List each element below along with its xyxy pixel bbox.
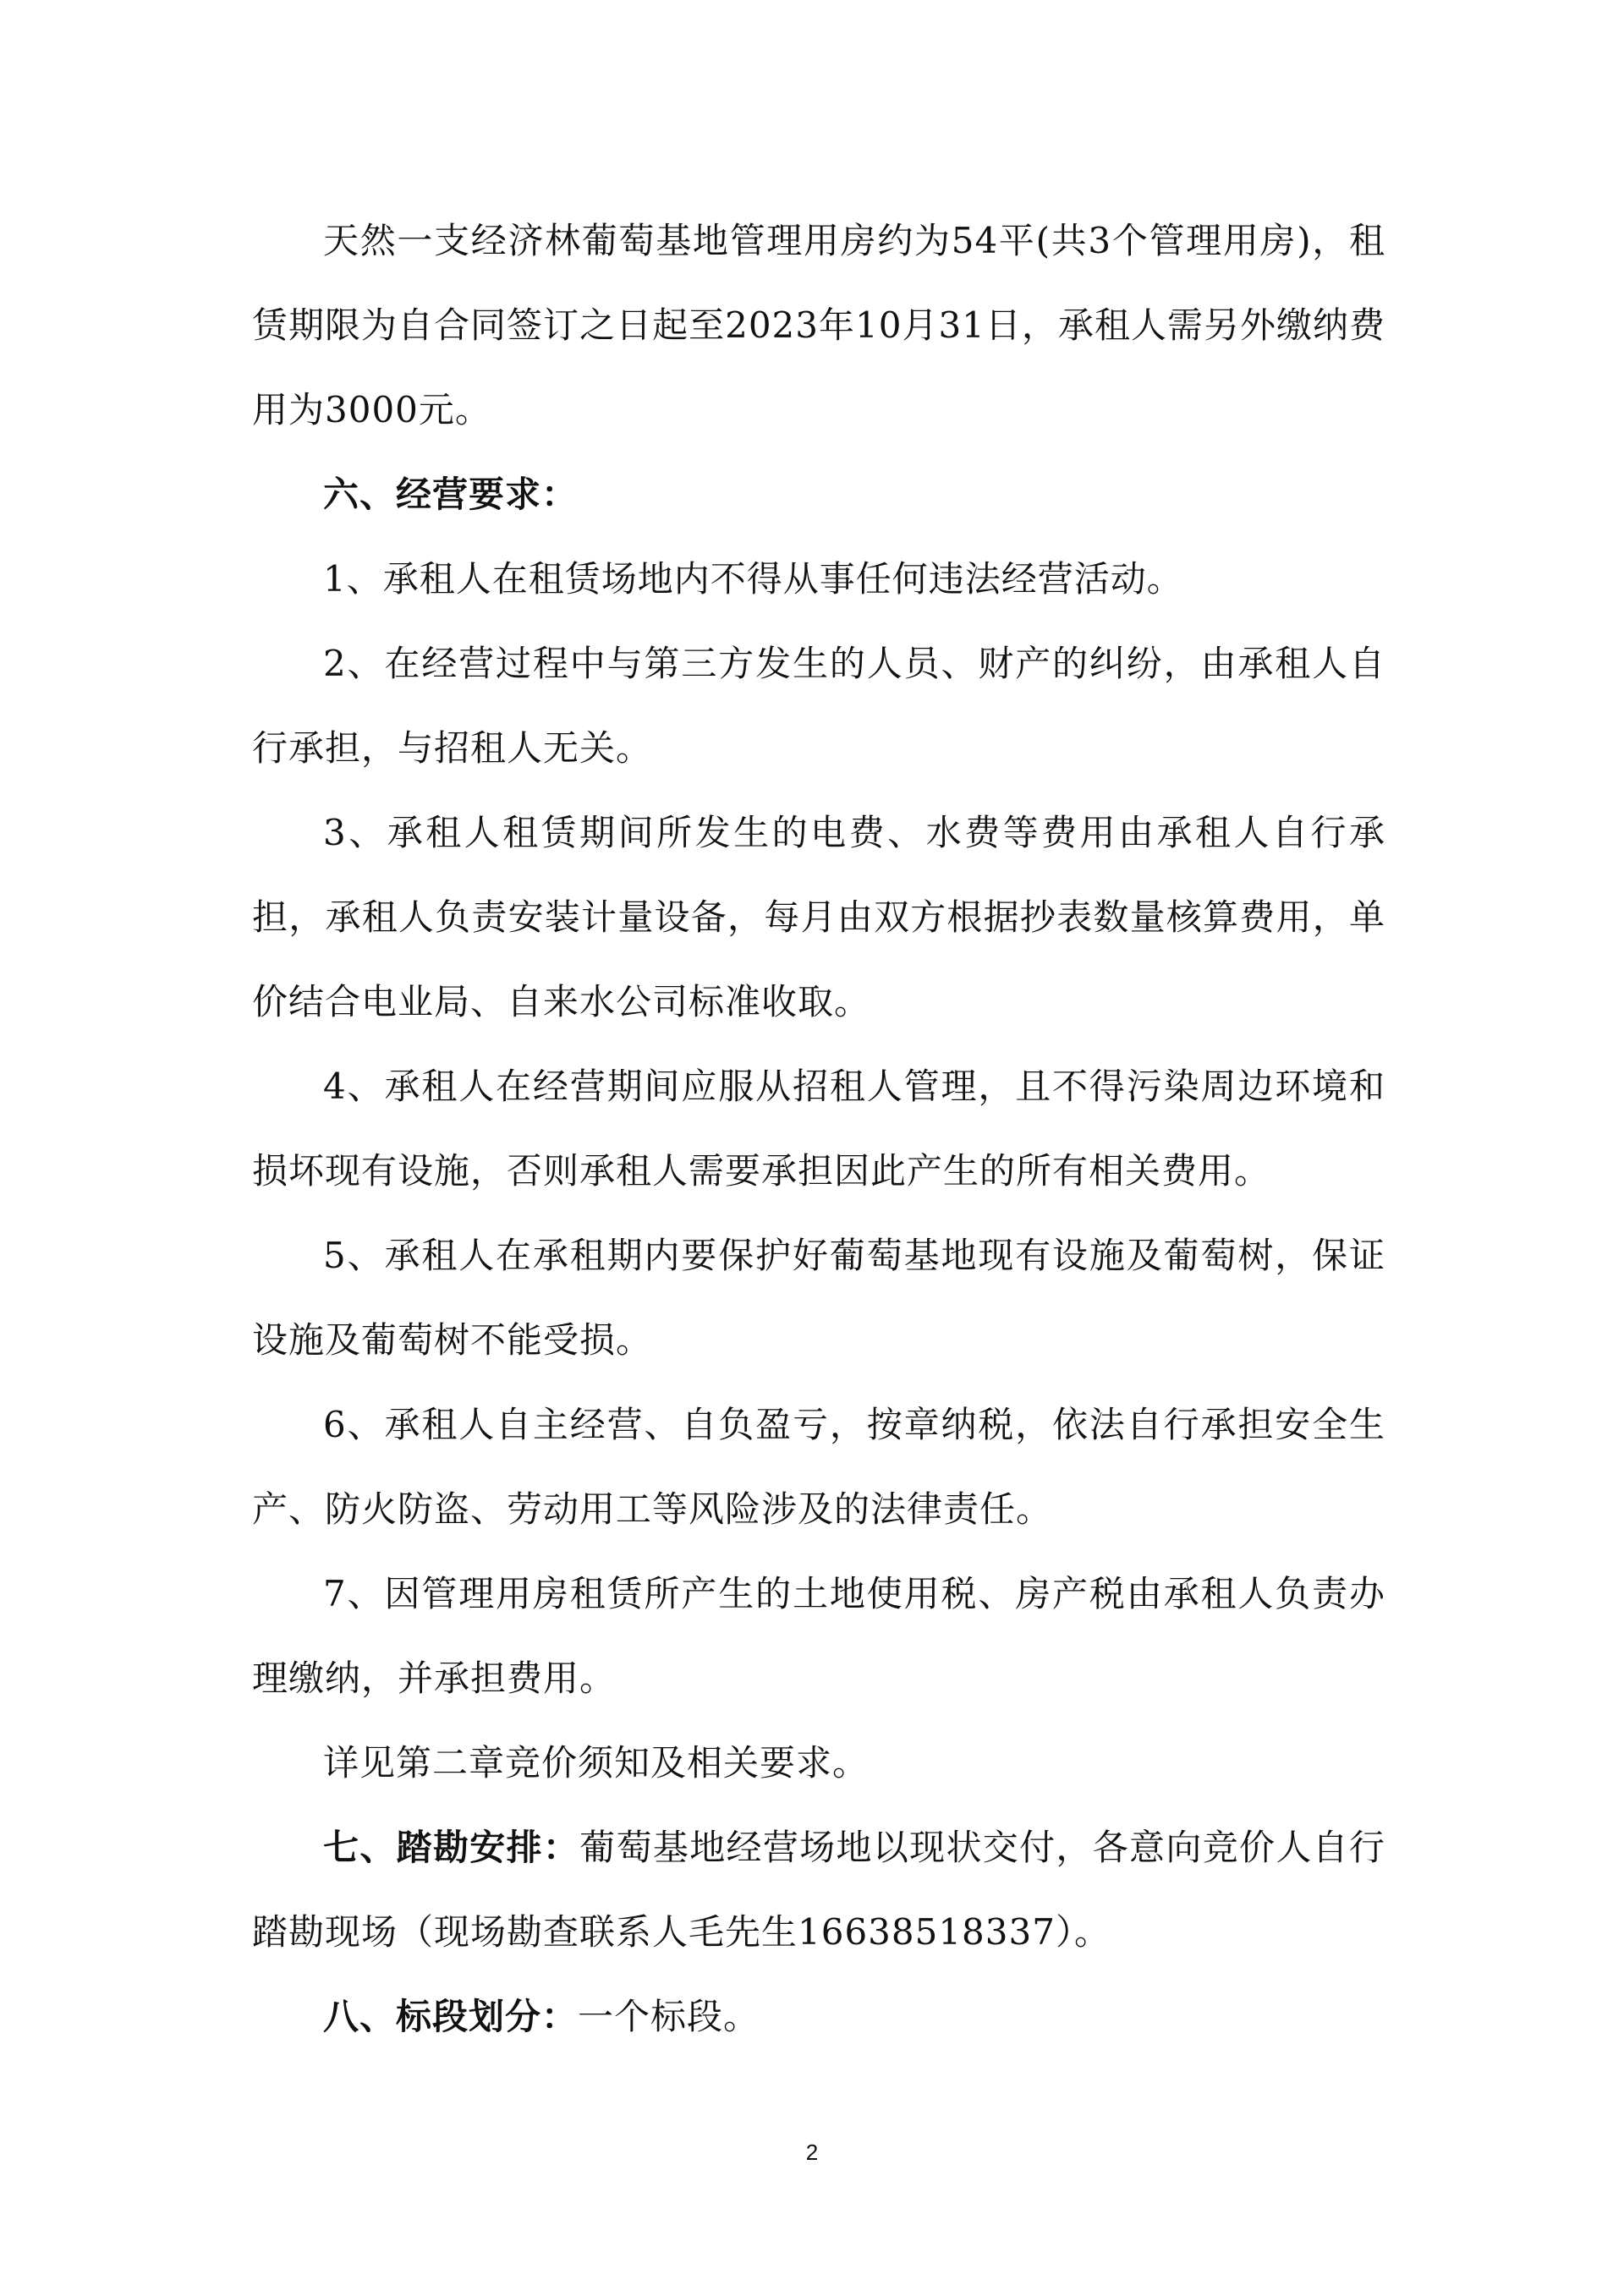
paragraph-heading: 六、经营要求： <box>323 474 579 515</box>
section-lot-division <box>252 1975 1385 2059</box>
paragraph-text: 5、承租人在承租期内要保护好葡萄基地现有设施及葡萄树，保证设施及葡萄树不能受损。 <box>252 1235 1385 1361</box>
paragraph-text: 3、承租人租赁期间所发生的电费、水费等费用由承租人自行承担，承租人负责安装计量设备，每月由双方根据抄表数量核算费用，单价结合电业局、自来水公司标准收取。 <box>252 812 1385 1022</box>
requirement-item-5 <box>252 1214 1385 1383</box>
paragraph-heading: 八、标段划分： <box>323 1996 579 2037</box>
document-body <box>252 199 1385 2059</box>
paragraph-text: 4、承租人在经营期间应服从招租人管理，且不得污染周边环境和损坏现有设施，否则承租人需要承担因此产生的所有相关费用。 <box>252 1066 1385 1192</box>
paragraph-text: 天然一支经济林葡萄基地管理用房约为54平(共3个管理用房)，租赁期限为自合同签订之日起至2023年10月31日，承租人需另外缴纳费用为3000元。 <box>252 220 1385 430</box>
paragraph-heading: 七、踏勘安排： <box>323 1827 580 1868</box>
requirement-item-4 <box>252 1044 1385 1214</box>
requirement-item-2 <box>252 622 1385 791</box>
paragraph-text: 2、在经营过程中与第三方发生的人员、财产的纠纷，由承租人自行承担，与招租人无关。 <box>252 643 1385 769</box>
paragraph-text: 6、承租人自主经营、自负盈亏，按章纳税，依法自行承担安全生产、防火防盗、劳动用工等风险涉及的法律责任。 <box>252 1404 1385 1530</box>
paragraph-rental-term <box>252 199 1385 452</box>
section-site-inspection <box>252 1806 1385 1975</box>
paragraph-text: 葡萄基地经营场地以现状交付，各意向竞价人自行踏勘现场（现场勘查联系人毛先生16638518337）。 <box>252 1827 1385 1953</box>
paragraph-text: 1、承租人在租赁场地内不得从事任何违法经营活动。 <box>323 558 1183 600</box>
section-heading-business-requirements <box>252 452 1385 537</box>
paragraph-text: 7、因管理用房租赁所产生的土地使用税、房产税由承租人负责办理缴纳，并承担费用。 <box>252 1573 1385 1699</box>
requirement-item-1 <box>252 537 1385 622</box>
requirement-item-6 <box>252 1383 1385 1552</box>
paragraph-text: 一个标段。 <box>578 1996 760 2037</box>
requirement-item-3 <box>252 791 1385 1044</box>
paragraph-text: 详见第二章竞价须知及相关要求。 <box>323 1742 870 1784</box>
see-chapter-two-note <box>252 1721 1385 1806</box>
requirement-item-7 <box>252 1552 1385 1721</box>
page-number: 2 <box>805 2140 819 2165</box>
